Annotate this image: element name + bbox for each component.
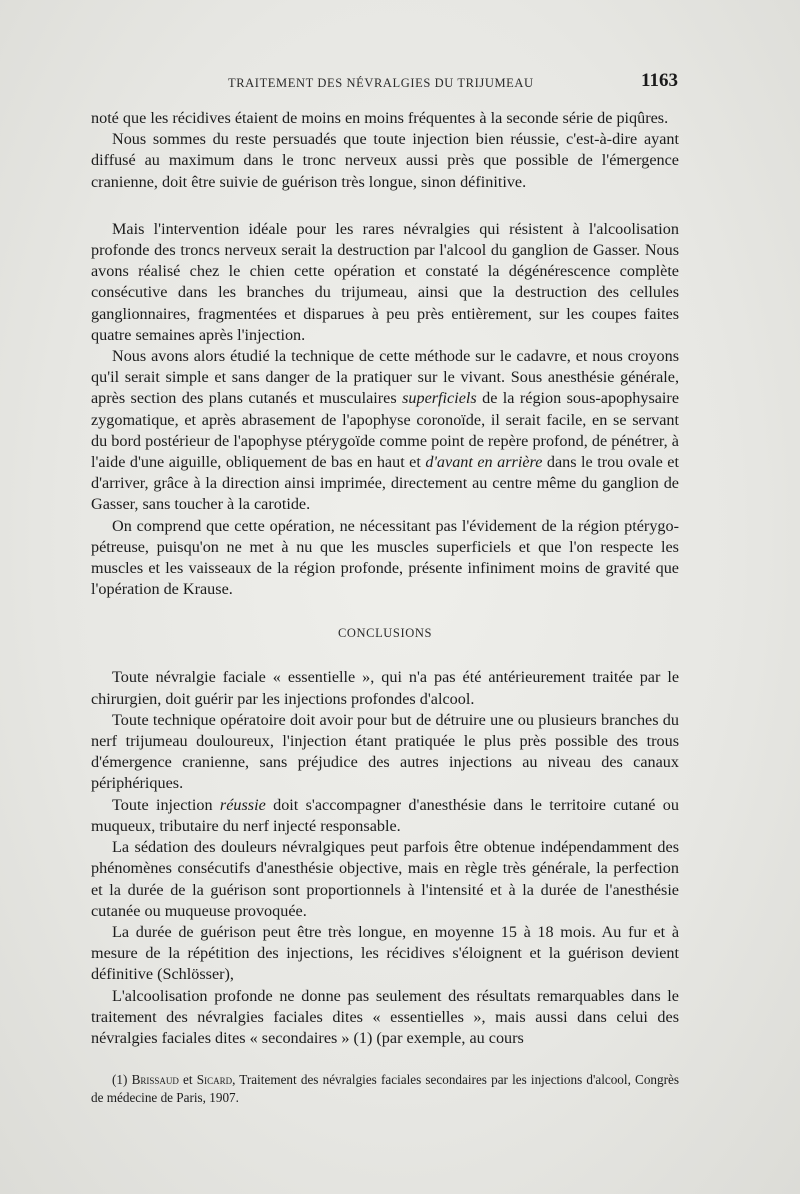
conclusion-paragraph: La durée de guérison peut être très longue, en moyenne 15 à 18 mois. Au fur et à mesure de la répétition des injections, les récidives s'éloignent et la guérison devient définitive (Schlösser), <box>91 922 679 984</box>
footnote-citation: , Traitement des névralgies faciales secondaires par les injections d'alcool, Congrès de médecine de Paris, 1907. <box>91 1072 679 1106</box>
paragraph <box>91 346 679 516</box>
footnote-marker: (1) <box>112 1072 132 1088</box>
conclusion-paragraph <box>91 795 679 837</box>
paragraph-continuation: noté que les récidives étaient de moins en moins fréquentes à la seconde série de piqûres. <box>91 109 669 127</box>
text-run: doit s'accompagner d'anesthésie dans le territoire cutané ou muqueux, tributaire du nerf injecté responsable. <box>91 795 679 835</box>
text-run: de la région sous-apophysaire zygomatique, et après abrasement de l'apophyse coronoïde, il serait facile, en se servant du bord postérieur de l'apophyse ptérygoïde comme point de repère profond, de pénétrer, à l'aide d'une aiguille, obliquement de bas en haut et <box>91 389 680 472</box>
italic-text: superficiels <box>402 389 477 408</box>
paragraph: Mais l'intervention idéale pour les rares névralgies qui résistent à l'alcoolisation profonde des troncs nerveux serait la destruction par l'alcool du ganglion de Gasser. Nous avons réalisé chez le chien cette opération et constaté la dégénérescence complète consécutive dans les branches du trijumeau, ainsi que la destruction des cellules ganglionnaires, fragmentées et disparues à peu près entièrement, sur les coupes faites quatre semaines après l'injection. <box>91 219 679 344</box>
italic-text: réussie <box>219 795 266 814</box>
text-run: Nous avons alors étudié la technique de cette méthode sur le cadavre, et nous croyons qu'il serait simple et sans danger de la pratiquer sur le vivant. Sous anesthésie générale, après section des plans cutanés et musculaires <box>91 347 679 408</box>
body-text <box>91 108 679 1107</box>
footnote-author: Sicard <box>196 1072 233 1088</box>
italic-text: d'avant en arrière <box>425 453 543 472</box>
paragraph: Nous sommes du reste persuadés que toute injection bien réussie, c'est-à-dire ayant diffusé au maximum dans le tronc nerveux aussi près que possible de l'émergence cranienne, doit être suivie de guérison très longue, sinon définitive. <box>91 130 679 191</box>
paragraph: On comprend que cette opération, ne nécessitant pas l'évidement de la région ptérygo-pétreuse, puisqu'on ne met à nu que les muscles superficiels et que l'on respecte les muscles et les vaisseaux de la région profonde, présente infiniment moins de gravité que l'opération de Krause. <box>91 516 679 599</box>
conclusion-paragraph: L'alcoolisation profonde ne donne pas seulement des résultats remarquables dans le traitement des névralgies faciales dites « essentielles », mais aussi dans celui des névralgies faciales dites « secondaires » (1) (par exemple, au cours <box>91 986 679 1047</box>
conclusion-paragraph: Toute névralgie faciale « essentielle », qui n'a pas été antérieurement traitée par le chirurgien, doit guérir par les injections profondes d'alcool. <box>91 668 679 708</box>
footnote <box>91 1071 679 1107</box>
text-run: dans le trou ovale et d'arriver, grâce à la direction ainsi imprimée, directement au centre même du ganglion de Gasser, sans toucher à la carotide. <box>91 453 679 514</box>
text-run: Toute injection <box>112 795 220 814</box>
running-title: TRAITEMENT DES NÉVRALGIES DU TRIJUMEAU <box>228 76 534 90</box>
section-heading: CONCLUSIONS <box>337 626 433 641</box>
conclusion-paragraph: Toute technique opératoire doit avoir pour but de détruire une ou plusieurs branches du nerf trijumeau douloureux, l'injection étant pratiquée le plus près possible des trous d'émergence cranienne, sans préjudice des autres injections au niveau des canaux périphériques. <box>91 710 679 793</box>
conclusion-paragraph: La sédation des douleurs névralgiques peut parfois être obtenue indépendamment des phénomènes consécutifs d'anesthésie objective, mais en règle très générale, la perfection et la durée de la guérison sont proportionnels à l'intensité et à la durée de l'anesthésie cutanée ou muqueuse provoquée. <box>91 838 679 920</box>
page-header <box>108 72 678 96</box>
text-run: et <box>178 1072 197 1088</box>
page-number: 1163 <box>641 70 678 91</box>
footnote-author: Brissaud <box>131 1072 179 1088</box>
